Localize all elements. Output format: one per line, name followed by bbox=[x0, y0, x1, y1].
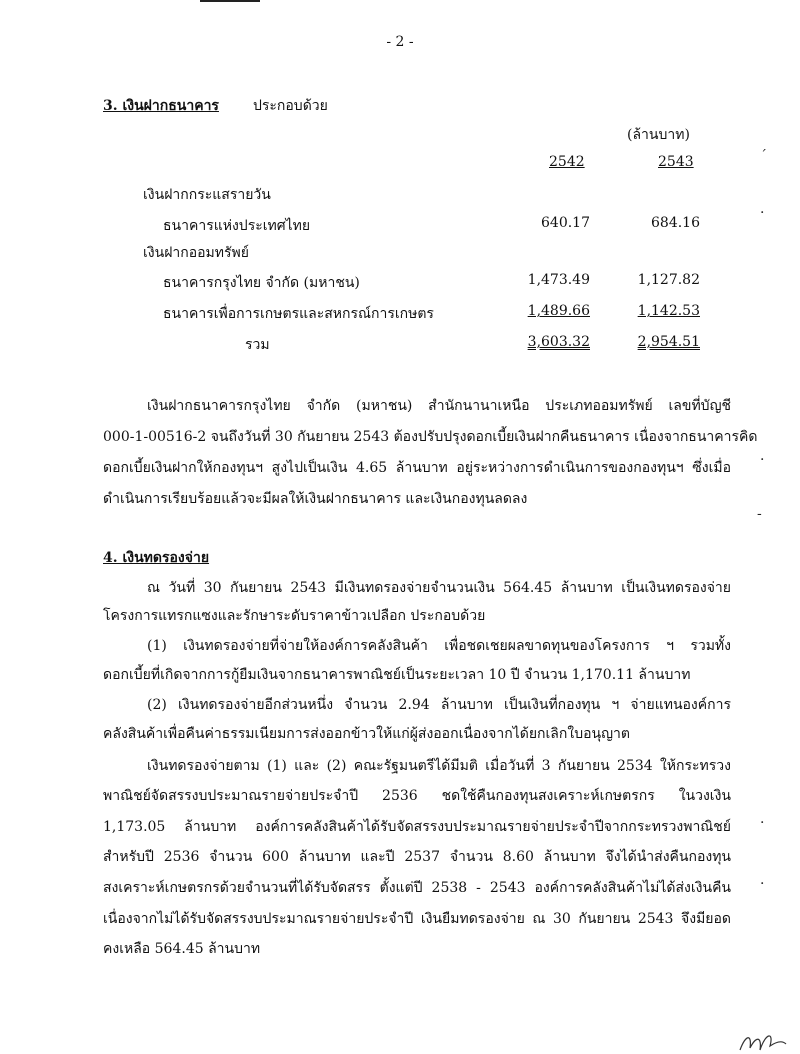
scan-mark: · bbox=[760, 876, 765, 892]
paragraph-line: 1,173.05 ล้านบาท องค์การคลังสินค้าได้รับจัดสรรงบประมาณรายจ่ายประจำปีจากกระทรวงพาณิชย์ bbox=[103, 819, 731, 835]
table-cell-2543: 684.16 bbox=[651, 215, 700, 231]
table-row-label: เงินฝากกระแสรายวัน bbox=[143, 187, 271, 203]
paragraph-line: เงินฝากธนาคารกรุงไทย จำกัด (มหาชน) สำนักนานาเหนือ ประเภทออมทรัพย์ เลขที่บัญชี bbox=[147, 398, 731, 414]
table-cell-2543: 1,142.53 bbox=[637, 303, 700, 319]
table-row-label: ธนาคารกรุงไทย จำกัด (มหาชน) bbox=[163, 275, 360, 291]
table-row-label: เงินฝากออมทรัพย์ bbox=[143, 245, 249, 261]
scan-mark: - bbox=[757, 506, 762, 522]
table-total-label: รวม bbox=[245, 337, 270, 353]
paragraph-line: 000-1-00516-2 จนถึงวันที่ 30 กันยายน 2543 ต้องปรับปรุงดอกเบี้ยเงินฝากคืนธนาคาร เนื่องจากธนาคารคิด bbox=[103, 429, 758, 445]
paragraph-line: คงเหลือ 564.45 ล้านบาท bbox=[103, 941, 261, 957]
paragraph-line: ดำเนินการเรียบร้อยแล้วจะมีผลให้เงินฝากธนาคาร และเงินกองทุนลดลง bbox=[103, 491, 528, 507]
scan-mark: · bbox=[760, 452, 765, 468]
section3-heading: 3. เงินฝากธนาคาร bbox=[103, 98, 219, 114]
paragraph-line: ดอกเบี้ยที่เกิดจากการกู้ยืมเงินจากธนาคารพาณิชย์เป็นระยะเวลา 10 ปี จำนวน 1,170.11 ล้านบาท bbox=[103, 667, 691, 683]
table-cell-2543: 1,127.82 bbox=[637, 272, 700, 288]
scan-mark: · bbox=[760, 205, 765, 221]
paragraph-line: คลังสินค้าเพื่อคืนค่าธรรมเนียมการส่งออกข้าวให้แก่ผู้ส่งออกเนื่องจากได้ยกเลิกใบอนุญาต bbox=[103, 726, 630, 742]
signature-initials bbox=[738, 1030, 788, 1054]
table-row-label: ธนาคารเพื่อการเกษตรและสหกรณ์การเกษตร bbox=[163, 306, 434, 322]
top-rule bbox=[200, 0, 260, 2]
table-total-2543: 2,954.51 bbox=[637, 334, 700, 350]
table-cell-2542: 1,489.66 bbox=[527, 303, 590, 319]
table-total-2542: 3,603.32 bbox=[527, 334, 590, 350]
paragraph-line: เนื่องจากไม่ได้รับจัดสรรงบประมาณรายจ่ายประจำปี เงินยืมทดรองจ่าย ณ 30 กันยายน 2543 จึงมียอด bbox=[103, 911, 731, 927]
page-number: - 2 - bbox=[386, 34, 414, 50]
paragraph-line: ณ วันที่ 30 กันยายน 2543 มีเงินทดรองจ่ายจำนวนเงิน 564.45 ล้านบาท เป็นเงินทดรองจ่าย bbox=[147, 580, 731, 596]
paragraph-line: สงเคราะห์เกษตรกรด้วยจำนวนที่ได้รับจัดสรร ตั้งแต่ปี 2538 - 2543 องค์การคลังสินค้าไม่ได้ส่งเงินคืน bbox=[103, 880, 731, 896]
year-header-2543: 2543 bbox=[658, 154, 694, 170]
unit-label: (ล้านบาท) bbox=[627, 127, 690, 143]
table-cell-2542: 1,473.49 bbox=[527, 272, 590, 288]
table-row-label: ธนาคารแห่งประเทศไทย bbox=[163, 218, 311, 234]
paragraph-line: (1) เงินทดรองจ่ายที่จ่ายให้องค์การคลังสินค้า เพื่อชดเชยผลขาดทุนของโครงการ ฯ รวมทั้ง bbox=[147, 638, 731, 654]
paragraph-line: โครงการแทรกแซงและรักษาระดับราคาข้าวเปลือก ประกอบด้วย bbox=[103, 608, 486, 624]
scan-mark: ´ bbox=[760, 148, 767, 164]
table-cell-2542: 640.17 bbox=[541, 215, 590, 231]
paragraph-line: ดอกเบี้ยเงินฝากให้กองทุนฯ สูงไปเป็นเงิน 4.65 ล้านบาท อยู่ระหว่างการดำเนินการของกองทุนฯ ซึ่งเมื่อ bbox=[103, 460, 731, 476]
section4-heading: 4. เงินทดรองจ่าย bbox=[103, 550, 210, 566]
scan-mark: · bbox=[760, 815, 765, 831]
paragraph-line: เงินทดรองจ่ายตาม (1) และ (2) คณะรัฐมนตรีได้มีมติ เมื่อวันที่ 3 กันยายน 2534 ให้กระทรวง bbox=[147, 758, 731, 774]
section3-heading-suffix: ประกอบด้วย bbox=[253, 98, 328, 114]
year-header-2542: 2542 bbox=[549, 154, 585, 170]
paragraph-line: พาณิชย์จัดสรรงบประมาณรายจ่ายประจำปี 2536 ชดใช้คืนกองทุนสงเคราะห์เกษตรกร ในวงเงิน bbox=[103, 788, 731, 804]
paragraph-line: (2) เงินทดรองจ่ายอีกส่วนหนึ่ง จำนวน 2.94 ล้านบาท เป็นเงินที่กองทุน ฯ จ่ายแทนองค์การ bbox=[147, 697, 731, 713]
paragraph-line: สำหรับปี 2536 จำนวน 600 ล้านบาท และปี 2537 จำนวน 8.60 ล้านบาท จึงได้นำส่งคืนกองทุน bbox=[103, 849, 731, 865]
